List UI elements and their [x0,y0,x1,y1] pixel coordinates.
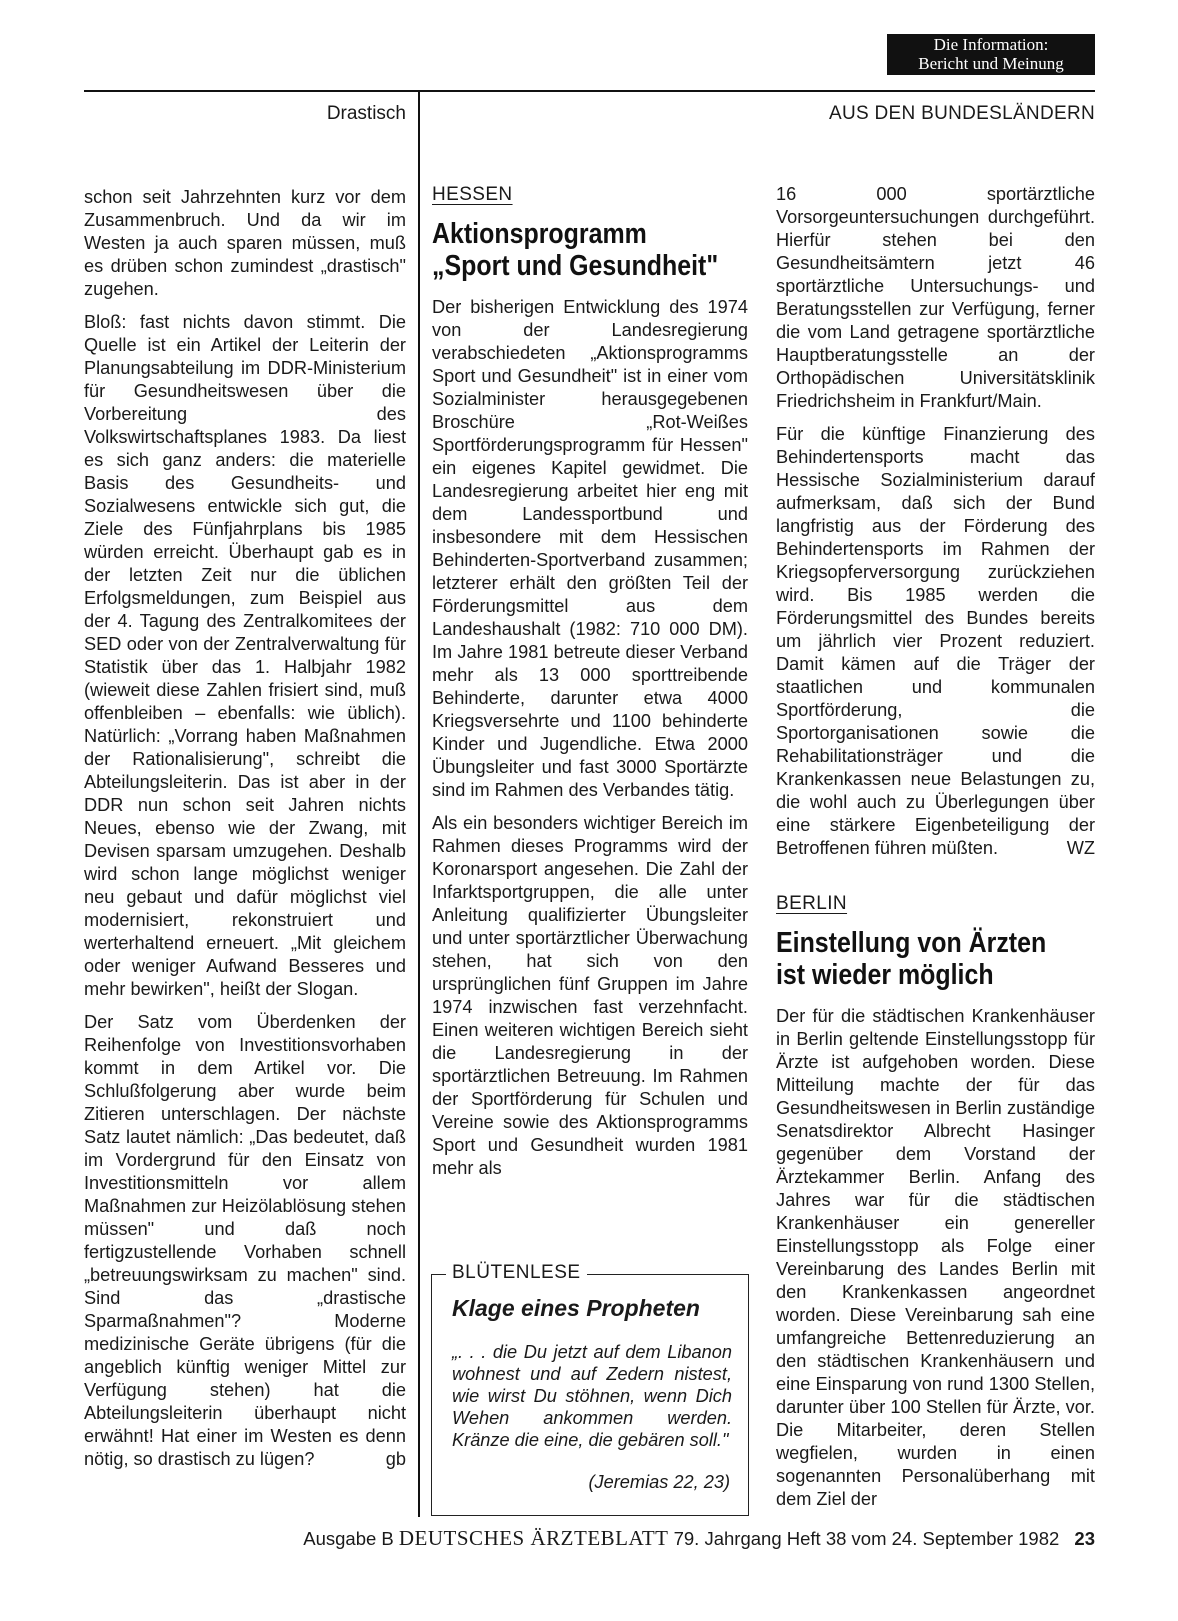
col2-paragraph-2: Als ein besonders wichtiger Bereich im Rahmen dieses Programms wird der Koronarsport angesehen. Die Zahl der Infarktsportgruppen, die alle unter Anleitung qualifizierter Übungsleiter und unter sportärztlicher Überwachung stehen, hat sich von den ursprünglichen fünf Gruppen im Jahre 1974 inzwischen fast verzehnfacht. Einen weiteren wichtigen Bereich sieht die Landesregierung in der sportärztlichen Betreuung. Im Rahmen der Sportförderung für Schulen und Vereine sowie des Aktionsprogramms Sport und Gesundheit wurden 1981 mehr als [432,813,748,1178]
headline-berlin-line-2: ist wieder möglich [776,959,994,991]
section-badge [887,34,1095,75]
footer-issue: 79. Jahrgang Heft 38 vom 24. September 1982 [673,1528,1060,1549]
region-label-berlin: BERLIN [776,893,848,914]
col3-paragraph-3: Der für die städtischen Krankenhäuser in Berlin geltende Einstellungsstopp für Ärzte ist aufgehoben worden. Diese Mitteilung machte der für das Gesundheitswesen in Berlin zuständige Senatsdirektor Albrecht Hasinger gegenüber dem Vorstand der Ärztekammer Berlin. Anfang des Jahres war für die städtischen Krankenhäuser ein genereller Einstellungsstopp als Folge einer Vereinbarung des Landes Berlin mit den Krankenkassen angeordnet worden. Diese Vereinbarung sah eine umfangreiche Bettenreduzierung an den städtischen Krankenhäusern und eine Einsparung von rund 1300 Stellen, darunter über 100 Stellen für Ärzte, vor. Die Mitarbeiter, deren Stellen wegfielen, wurden in einen sogenannten Personalüberhang mit dem Ziel der [776,1006,1095,1509]
footer-magazine: DEUTSCHES ÄRZTEBLATT [398,1526,669,1550]
header-right: AUS DEN BUNDESLÄNDERN [828,103,1095,124]
col1-paragraph-1: schon seit Jahrzehnten kurz vor dem Zusammenbruch. Und da wir im Westen ja auch sparen müssen, muß es drüben schon zumindest „drastisch" zugehen. [84,187,406,299]
col3-paragraph-1: 16 000 sportärztliche Vorsorgeuntersuchungen durchgeführt. Hierfür stehen bei den Gesundheitsämtern jetzt 46 sportärztliche Untersuchungs- und Beratungsstellen zur Verfügung, ferner die vom Land getragene sportärztliche Hauptberatungsstelle an der Orthopädischen Universitätsklinik Friedrichsheim in Frankfurt/Main. [776,184,1095,411]
column-divider [418,91,420,1517]
region-label-hessen: HESSEN [432,184,513,205]
col3-paragraph-2-text: Für die künftige Finanzierung des Behindertensports macht das Hessische Sozialministerium darauf aufmerksam, daß sich der Bund langfristig aus der Förderung des Behindertensports im Rahmen der Kriegsopferversorgung zurückziehen wird. Bis 1985 werden die Förderungsmittel des Bundes bereits um jährlich vier Prozent reduziert. Damit kämen auf die Träger der staatlichen und kommunalen Sportförderung, die Sportorganisationen sowie die Rehabilitationsträger und die Krankenkassen neue Belastungen zu, die wohl auch zu Überlegungen über eine stärkere Eigenbeteiligung der Betroffenen führen müßten. [776,424,1095,858]
author-signature-wz: WZ [1066,838,1095,858]
box-reference: (Jeremias 22, 23) [588,1472,730,1492]
badge-line-2: Bericht und Meinung [918,54,1064,73]
column-3 [776,183,1095,1521]
top-rule [84,90,1095,92]
box-quote: „. . . die Du jetzt auf dem Libanon wohnest und auf Zedern nistest, wie wirst Du stöhnen, wenn Dich Wehen ankommen werden. Kränze die eine, die gebären soll." [452,1342,732,1450]
col2-paragraph-1: Der bisherigen Entwicklung des 1974 von der Landesregierung verabschiedeten „Aktionsprogramms Sport und Gesundheit" ist in einer vom Sozialminister herausgegebenen Broschüre „Rot-Weißes Sportförderungsprogramm für Hessen" ein eigenes Kapitel gewidmet. Die Landesregierung arbeitet hier eng mit dem Landessportbund und insbesondere mit dem Hessischen Behinderten-Sportverband zusammen; letzterer erhält den größten Teil der Förderungsmittel aus dem Landeshaushalt (1982: 710 000 DM). Im Jahre 1981 betreute dieser Verband mehr als 13 000 sporttreibende Behinderte, darunter etwa 4000 Kriegsversehrte und 1100 behinderte Kinder und Jugendliche. Etwa 2000 Übungsleiter und fast 3000 Sportärzte sind im Rahmen des Verbandes tätig. [432,297,748,800]
page-footer [0,1526,1095,1551]
column-1 [84,186,406,1481]
headline-berlin [776,927,1094,991]
box-title: Klage eines Propheten [452,1295,700,1321]
header-left: Drastisch [326,103,406,124]
column-2 [432,183,748,1190]
page-number: 23 [1074,1528,1095,1549]
headline-hessen-line-2: „Sport und Gesundheit" [432,250,719,282]
col3-paragraph-2 [776,423,1095,860]
box-label: BLÜTENLESE [446,1262,587,1284]
bluetenlese-box [431,1262,749,1516]
col1-paragraph-3-text: Der Satz vom Überdenken der Reihenfolge von Investitionsvorhaben kommt in dem Artikel vor. Die Schlußfolgerung aber wurde beim Zitieren unterschlagen. Der nächste Satz lautet nämlich: „Das bedeutet, daß im Vordergrund für den Einsatz von Investitionsmitteln vor allem Maßnahmen zur Heizölablösung stehen müssen" und daß noch fertigzustellende Vorhaben schnell „betreuungswirksam zu machen" sind. Sind das „drastische Sparmaßnahmen"? Moderne medizinische Geräte übrigens (für die angeblich künftig weniger Mittel zur Verfügung stehen) hat die Abteilungsleiterin überhaupt nicht erwähnt! Hat einer im Westen es denn nötig, so drastisch zu lügen? [84,1012,406,1469]
author-signature: gb [385,1449,406,1469]
footer-edition: Ausgabe B [303,1528,394,1549]
headline-berlin-line-1: Einstellung von Ärzten [776,927,1047,959]
col1-paragraph-3 [84,1011,406,1471]
headline-hessen [432,218,750,282]
badge-line-1: Die Information: [933,35,1049,54]
col1-paragraph-2: Bloß: fast nichts davon stimmt. Die Quelle ist ein Artikel der Leiterin der Planungsabteilung im DDR-Ministerium für Gesundheitswesen über die Vorbereitung des Volkswirtschaftsplanes 1983. Da liest es sich ganz anders: die materielle Basis des Gesundheits- und Sozialwesens entwickle sich gut, die Ziele des Fünfjahrplans bis 1985 würden erreicht. Überhaupt gab es in der letzten Zeit nur die üblichen Erfolgsmeldungen, zum Beispiel aus der 4. Tagung des Zentralkomitees der SED oder von der Zentralverwaltung für Statistik über das 1. Halbjahr 1982 (wieweit diese Zahlen frisiert sind, muß offenbleiben – ebenfalls: wie üblich). Natürlich: „Vorrang haben Maßnahmen der Rationalisierung", schreibt die Abteilungsleiterin. Das ist aber in der DDR nun schon seit Jahren nichts Neues, ebenso wie der Zwang, mit Devisen sparsam umzugehen. Deshalb wird schon lange möglichst weniger neu gebaut und dafür möglichst viel modernisiert, rekonstruiert und werterhaltend erneuert. „Mit gleichem oder weniger Aufwand Besseres und mehr bewirken", heißt der Slogan. [84,312,406,999]
headline-hessen-line-1: Aktionsprogramm [432,218,647,250]
